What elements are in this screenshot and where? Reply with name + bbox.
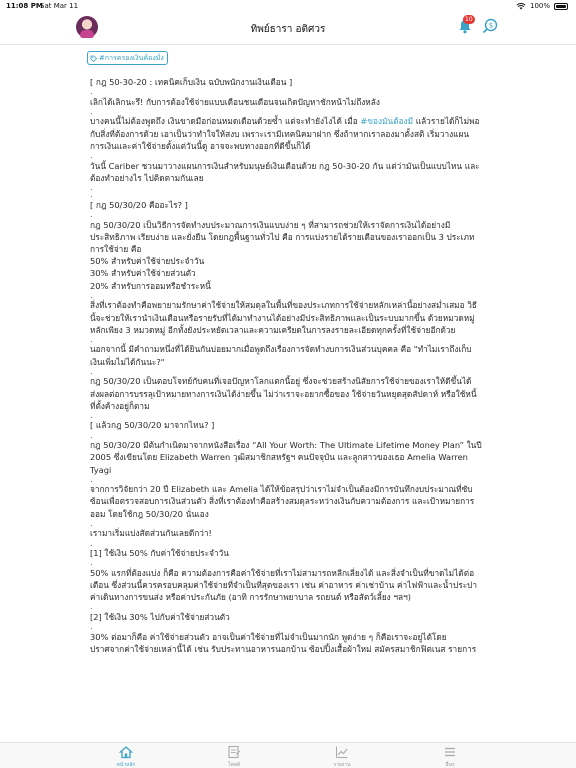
paragraph-separator [90,152,490,160]
content-line-text: ที่ตั้งค้างอยู่ก็ตาม [90,400,150,411]
battery-percent: 100% [529,2,550,10]
content-line-text: ประสิทธิภาพ เรียบง่าย และยั่งยืน โดยกฎพื้นฐานทั่วไป คือ การแบ่งรายได้รายเดือนของเราออกเป็น 3 ประเภท [90,231,475,242]
content-line [90,631,490,643]
content-line-text: นอกจากนี้ มีคำถามหนึ่งที่ได้ยินกันบ่อยมากเมื่อพูดถึงเรื่องการจัดทำงบการเงินส่วนบุคคล คือ "ทำไมเราถึงเก็บ [90,344,472,355]
content-line [90,643,490,655]
content-line [90,343,490,355]
content-line [90,611,490,623]
content-line-text: . [90,209,93,220]
content-line-text: [ กฎ 50/30/20 คืออะไร? ] [90,199,188,210]
content-line [90,419,490,431]
content-line [90,464,490,476]
content-line-text: 2005 ซึ่งเขียนโดย Elizabeth Warren วุฒิสมาชิกสหรัฐฯ คนปัจจุบัน และลูกสาวของเธอ Amelia Warren [90,452,468,463]
paragraph-separator [90,191,490,199]
content-line-text: . [90,150,93,161]
paragraph-separator [90,211,490,219]
content-line-text: Tyagi [90,464,112,475]
content-line-text: จากการวิจัยกว่า 20 ปี Elizabeth และ Amelia ได้ให้ข้อสรุปว่าเราไม่จำเป็นต้องมีการบันทึกงบประมาณที่ซับ [90,484,473,495]
content-line [90,451,490,463]
content-line [90,388,490,400]
content-line-text: . [90,333,93,344]
hashtag-link[interactable]: #ของมันต้องมี [360,116,414,127]
status-bar [0,0,576,12]
tab-bar [0,742,576,768]
content-line-text: กฎ 50/30/20 เป็นตอบโจทย์กับคนที่เจอปัญหาโลกแตกนี้อยู่ ซึ่งจะช่วยสร้างนิสัยการใช้จ่ายของเราให้ดีขึ้นได้ [90,376,472,387]
paragraph-separator [90,409,490,420]
header-divider [0,44,576,45]
content-line-text: กับสิ่งที่ต้องการด้วย เอาเป็นว่าทำใจให้สงบ เพราะเรามีเทคนิคมาฝาก ซึ่งถ้าหากเราลองมาตั้งสติ เริ่มวางแผน [90,128,470,139]
tab-more[interactable] [420,743,480,768]
paragraph-separator [90,105,490,116]
content-line-text: แล้วรายได้ก็ไม่พอ [413,116,480,127]
paragraph-separator [90,333,490,344]
content-line-text: เรามาเริ่มแบ่งสัดส่วนกันเลยดีกว่า! [90,528,212,539]
content-line-text: . [90,181,93,192]
content-line [90,115,490,127]
content-line-text: 30% ต่อมาก็คือ ค่าใช้จ่ายส่วนตัว อาจเป็นค่าใช้จ่ายที่ไม่จำเป็นมากนัก พูดง่าย ๆ ก็คือเราจะอยู่ได้โดย [90,631,447,642]
content-line [90,280,490,292]
svg-text:$: $ [488,21,494,30]
paragraph-separator [90,603,490,611]
content-line-text: . [90,429,93,440]
content-line [90,591,490,603]
tag-icon [90,55,97,62]
content-line [90,547,490,559]
content-line-text: 50% สำหรับค่าใช้จ่ายประจำวัน [90,256,205,267]
content-line-text: 20% สำหรับการออมหรือชำระหนี้ [90,280,211,291]
content-line [90,400,490,412]
content-line-text: . [90,557,93,568]
tab-post-label: โพสต์ [227,762,241,768]
paragraph-separator [90,537,490,548]
status-date: Sat Mar 11 [40,2,79,10]
tab-report-label: รายงาน [333,762,351,768]
tab-post[interactable] [204,743,264,768]
paragraph-separator [90,623,490,631]
home-icon [119,745,133,759]
content-line [90,160,490,172]
content-line-text: [ กฎ 50-30-20 : เทคนิคเก็บเงิน ฉบับพนักงานเงินเดือน ] [90,77,293,87]
content-line-text: เงินเพิ่มไม่ได้กันนะ?" [90,356,165,367]
content-line-text: . [90,621,93,632]
money-search-icon[interactable] [482,18,498,34]
content-line [90,219,490,231]
more-icon [443,745,457,759]
content-line [90,324,490,336]
content-line-text: เดือน ซึ่งส่วนนี้ควรครอบคลุมค่าใช้จ่ายที่จำเป็นที่สุดของเรา เช่น ค่าอาหาร ค่าเช่าบ้าน ค่าไฟฟ้าและน้ำประปา [90,580,478,590]
nav-bar [0,12,576,44]
notification-badge: 10 [465,16,473,23]
content-line-text: . [90,189,93,200]
content-line-text: กฎ 50/30/20 มีต้นกำเนิดมาจากหนังสือเรื่อง “All Your Worth: The Ultimate Lifetime Money Plan” ในปี [90,440,482,451]
content-line [90,96,490,108]
content-line-text: 50% แรกที่ต้องแบ่ง ก็คือ ความต้องการคือค่าใช้จ่ายที่เราไม่สามารถหลีกเลี่ยงได้ และสิ่งจำเป็นที่ขาดไม่ได้ต่อ [90,567,475,578]
content-line-text: ค่าเดินทางการขนส่ง หรือค่าประกันภัย (อาทิ การรักษาพยาบาล รถยนต์ หรือสัตว์เลี้ยง ฯลฯ) [90,592,412,603]
content-line-text: การใช้จ่าย คือ [90,244,142,255]
content-line-text: ปราศจากค่าใช้จ่ายเหล่านี้ได้ เช่น รับประทานอาหารนอกบ้าน ซ้อปปิ้งเสื้อผ้าใหม่ สมัครสมาชิกฟิตเนส รายการ [90,643,477,654]
content-line [90,299,490,311]
battery-icon [554,3,568,10]
paragraph-separator [90,517,490,528]
content-line-text: . [90,601,93,612]
page-title: ทิพย์ธารา อติศวร [250,24,326,35]
status-right [516,2,568,10]
content-line-text: สิ่งที่เราต้องทำคือพยายามรักษาค่าใช้จ่ายให้สมดุลในพื้นที่ของประเภทการใช้จ่ายหลักเหล่านี้อย่างสม่ำเสมอ วิธี [90,300,477,311]
content-line-text: กฎ 50/30/20 เป็นวิธีการจัดทำงบประมาณการเงินแบบง่าย ๆ ที่สามารถช่วยให้เราจัดการเงินได้อย่างมี [90,219,451,230]
content-line [90,312,490,324]
content-line [90,483,490,495]
content-line-text: ส่งผลต่อการบรรลุเป้าหมายทางการเงินได้ง่ายขึ้น ไม่ว่าเราจะอยากซื้อของ ใช้จ่ายวันหยุดสุดสัปดาห์ หรือใช้หนี้ [90,388,477,399]
status-time: 11:08 PM [6,2,43,10]
paragraph-separator [90,181,490,192]
content-line [90,231,490,243]
content-line [90,508,490,520]
content-line-text: [ แล้วกฎ 50/30/20 มาจากไหน? ] [90,420,215,431]
content-line-text: . [90,289,93,300]
paragraph-separator [90,429,490,440]
content-line-text: ต้องทำอย่างไร ไปติดตามกันเลย [90,172,204,183]
content-line-text: [1] ใช้เงิน 50% กับค่าใช้จ่ายประจำวัน [90,548,229,559]
content-line-text: . [90,537,93,548]
content-line [90,567,490,579]
content-line [90,128,490,140]
content-line-text: ออม โดยใช้กฎ 50/30/20 นั่นเอง [90,508,209,519]
hashtag-chip[interactable] [87,51,168,65]
content-line [90,356,490,368]
post-icon [227,745,241,759]
tab-home[interactable] [96,743,156,768]
content-line-text: บางคนนี้ไม่ต้องพูดถึง เงินขาดมือก่อนหมดเดือนด้วยซ้ำ แต่จะทำยังไงได้ เมื่อ [90,116,361,127]
content-line-text: วันนี้ Cariber ชวนมาวางแผนการเงินสำหรับมนุษย์เงินเดือนด้วย กฎ 50-30-20 กัน แต่ว่ามันเป็นแบบไหน และ [90,160,480,171]
content-line-text: . [90,409,93,420]
content-line [90,267,490,279]
content-line [90,243,490,255]
content-line [90,375,490,387]
paragraph-separator [90,473,490,484]
chart-icon [335,745,349,759]
content-line [90,579,490,591]
content-line [90,140,490,152]
hashtag-chip-label: #การครองเงินค้องมั่ง [99,53,164,62]
wifi-icon [516,3,526,10]
content-line [90,527,490,539]
paragraph-separator [90,365,490,376]
content-line-text: [2] ใช้เงิน 30% ไปกับค่าใช้จ่ายส่วนตัว [90,611,230,622]
tab-more-label: อื่นๆ [445,762,455,768]
content-line [90,199,490,211]
content-line-text: การเงินและค่าใช้จ่ายตั้งแต่วันนี้ดู อาจจะพบทางออกที่ดีขึ้นก็ได้ [90,140,311,151]
content-line [90,172,490,184]
content-line-text: . [90,473,93,484]
content-line [90,76,490,88]
content-line-text: 30% สำหรับค่าใช้จ่ายส่วนตัว [90,268,196,279]
content-line-text: . [90,517,93,528]
tab-home-label: หน้าหลัก [116,762,136,768]
content-line-text: นี้จะช่วยให้เรานำเงินเดือนหรือรายรับที่ได้มาทำงานได้อย่างมีประสิทธิภาพและเป็นระบบมากขึ้น ด้วยหมวดหมู่ [90,312,475,323]
paragraph-separator [90,289,490,300]
tab-report[interactable] [312,743,372,768]
paragraph-separator [90,88,490,96]
content-line-text: . [90,365,93,376]
content-line [90,255,490,267]
content-line-text: เลิกได้เลิกนะรึ! กับการต้องใช้จ่ายแบบเดือนชนเดือนจนเกิดปัญหาชักหน้าไม่ถึงหลัง [90,96,380,107]
content-line [90,495,490,507]
content-line-text: ซ้อนเพื่อตรวจสอบการเงินส่วนตัว สิ่งที่เราต้องทำคือสร้างสมดุลระหว่างเงินกับความต้องการ และเป้าหมายการ [90,496,475,507]
content-line-text: หลักเพียง 3 หมวดหมู่ อีกทั้งยังประหยัดเวลาและความเครียดในการลงรายละเอียดทุกครั้งที่ใช้จ่ายอีกด้วย [90,324,456,335]
content-line-text: . [90,86,93,97]
content-line-text: . [90,105,93,116]
content-line [90,439,490,451]
paragraph-separator [90,559,490,567]
post-content [90,76,490,655]
